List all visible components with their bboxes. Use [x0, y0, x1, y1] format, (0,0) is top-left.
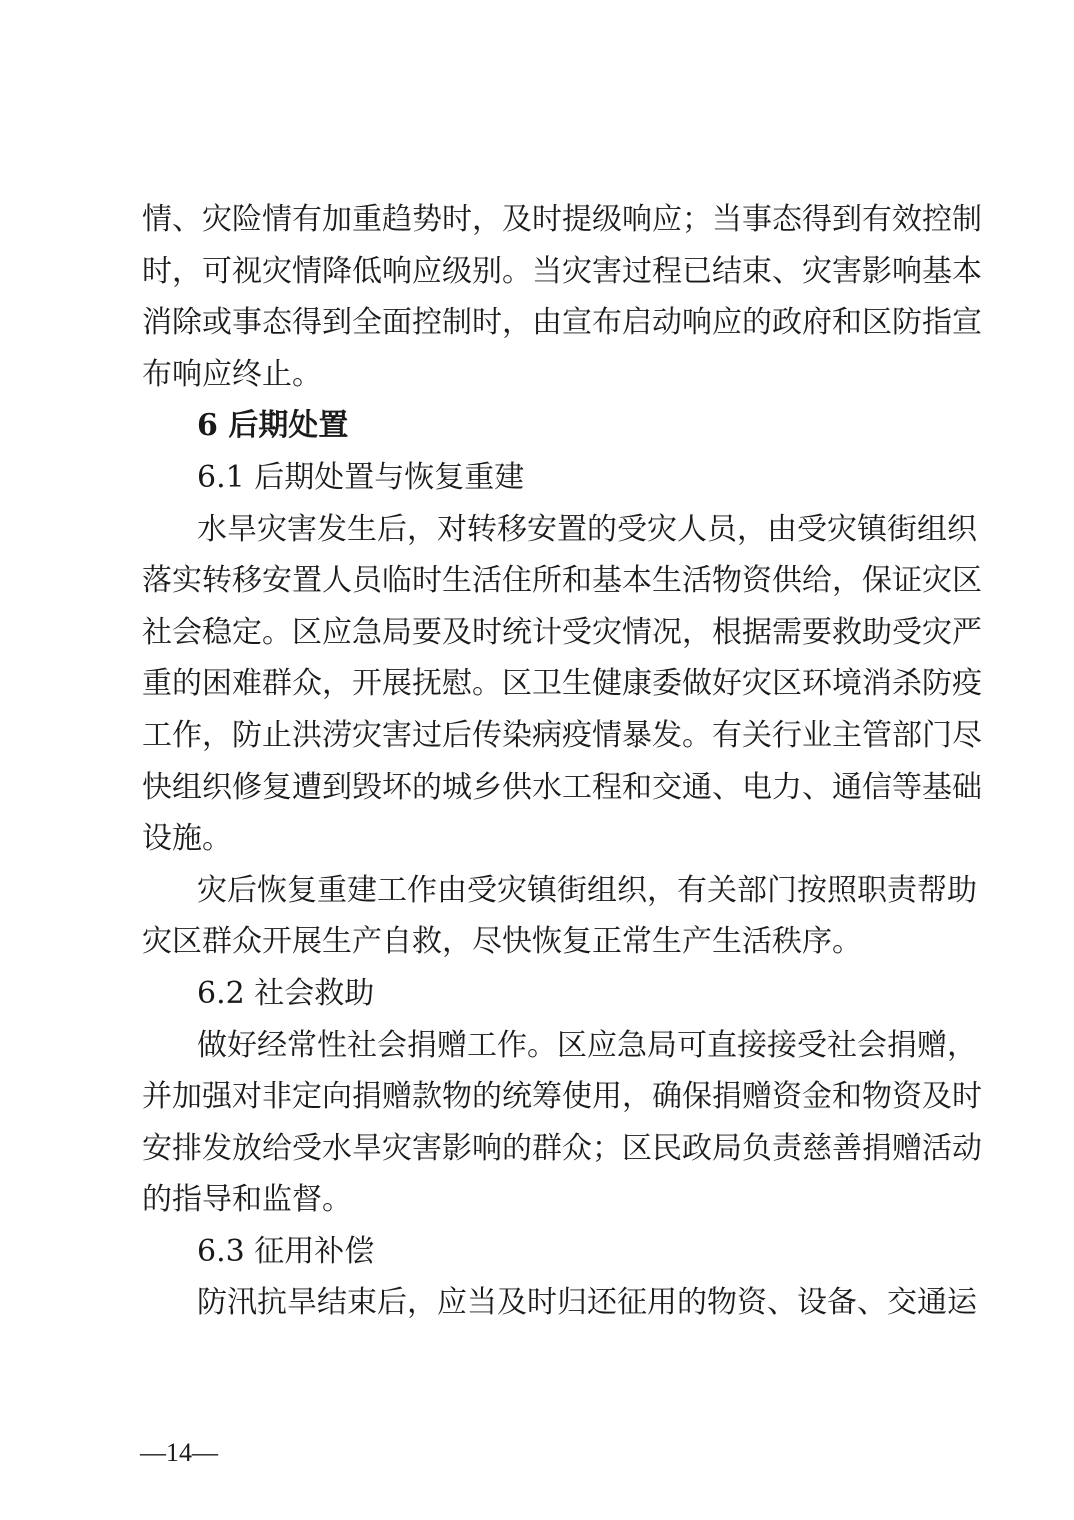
subsection-heading: 6.2 社会救助: [197, 975, 375, 1011]
text-line: 消除或事态得到全面控制时，由宣布启动响应的政府和区防指宣: [142, 305, 982, 341]
text-line: 时，可视灾情降低响应级别。当灾害过程已结束、灾害影响基本: [142, 253, 982, 289]
text-line: 落实转移安置人员临时生活住所和基本生活物资供给，保证灾区: [142, 563, 982, 599]
section-heading: 6 后期处置: [197, 408, 349, 444]
text-line: 快组织修复遭到毁坏的城乡供水工程和交通、电力、通信等基础: [142, 769, 982, 805]
text-line: 设施。: [142, 821, 232, 857]
text-line: 水旱灾害发生后，对转移安置的受灾人员，由受灾镇街组织: [197, 511, 977, 547]
text-line: 社会稳定。区应急局要及时统计受灾情况，根据需要救助受灾严: [142, 614, 982, 650]
subsection-heading: 6.3 征用补偿: [197, 1233, 375, 1269]
text-line: 做好经常性社会捐赠工作。区应急局可直接接受社会捐赠，: [197, 1027, 977, 1063]
document-body: [142, 194, 982, 1329]
text-line: 安排发放给受水旱灾害影响的群众；区民政局负责慈善捐赠活动: [142, 1130, 982, 1166]
text-line: 防汛抗旱结束后，应当及时归还征用的物资、设备、交通运: [197, 1285, 977, 1321]
text-line: 灾区群众开展生产自救，尽快恢复正常生产生活秩序。: [142, 924, 862, 960]
text-line: 工作，防止洪涝灾害过后传染病疫情暴发。有关行业主管部门尽: [142, 717, 982, 753]
subsection-heading: 6.1 后期处置与恢复重建: [197, 459, 525, 495]
text-line: 布响应终止。: [142, 356, 322, 392]
page-number: —14—: [140, 1438, 218, 1467]
text-line: 情、灾险情有加重趋势时，及时提级响应；当事态得到有效控制: [142, 202, 982, 237]
text-line: 的指导和监督。: [142, 1182, 352, 1218]
text-line: 重的困难群众，开展抚慰。区卫生健康委做好灾区环境消杀防疫: [142, 666, 982, 702]
text-line: 灾后恢复重建工作由受灾镇街组织，有关部门按照职责帮助: [197, 872, 977, 908]
text-line: 并加强对非定向捐赠款物的统筹使用，确保捐赠资金和物资及时: [142, 1079, 982, 1115]
